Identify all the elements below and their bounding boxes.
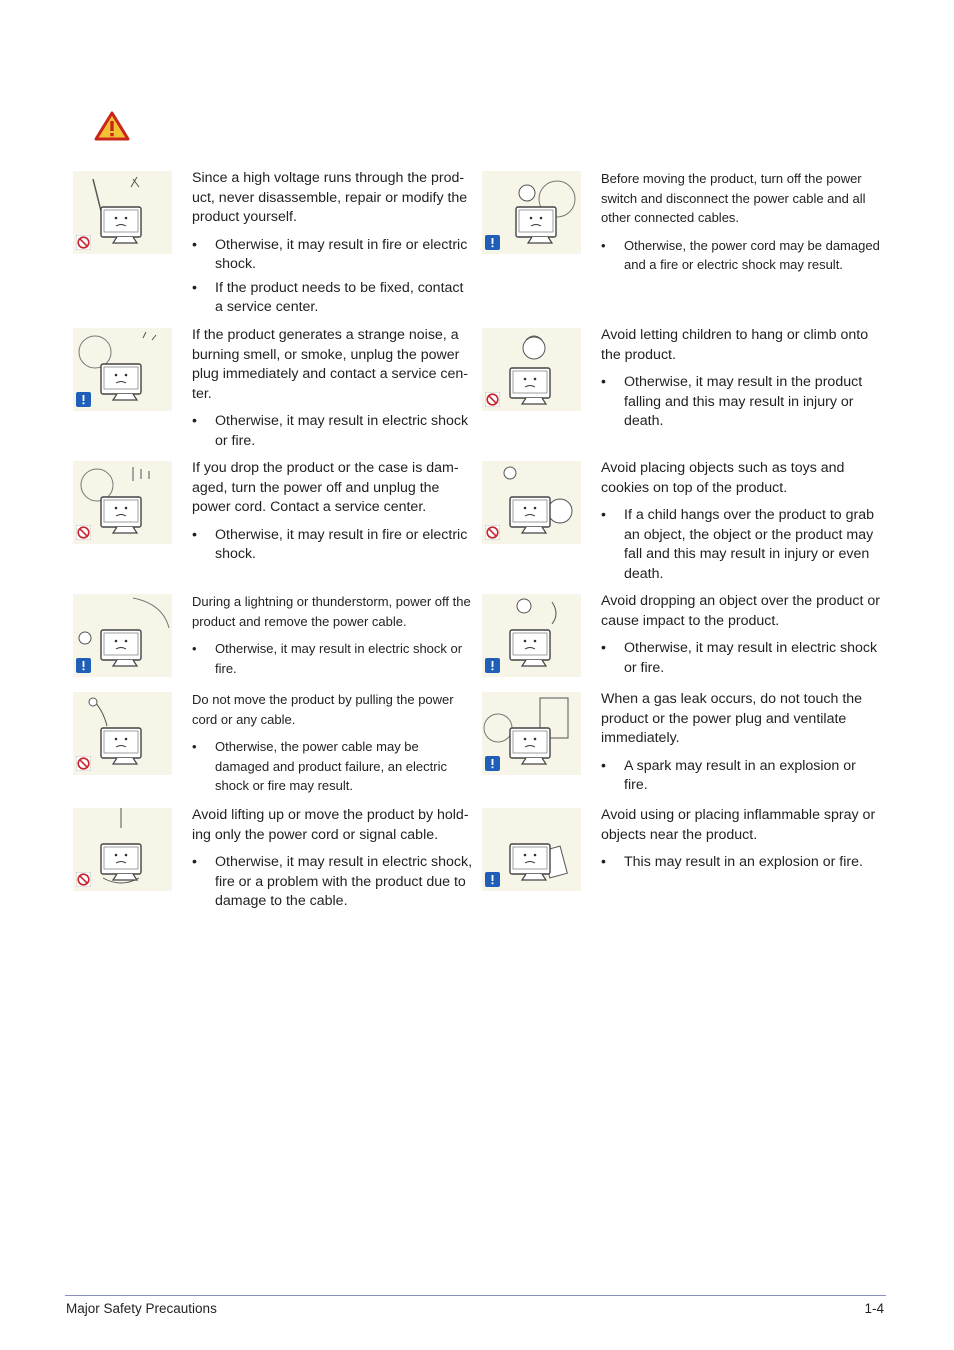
precaution-bullet: • Otherwise, the power cable may be damaged and product failure, an electric shock or fire may result. [192,737,474,796]
prohibit-icon [76,756,91,771]
precaution-illustration [73,594,172,677]
precaution-bullet-list [192,236,474,318]
precaution-bullet-list [601,757,883,796]
precaution-illustration [73,171,172,254]
precaution-illustration [73,808,172,891]
precaution-text: Avoid lifting up or move the product by hold-ing only the power cord or signal cable. [192,807,469,843]
precaution-bullet-list [192,526,474,565]
precaution-illustration [73,461,172,544]
precaution-bullet-list [192,639,474,678]
precaution-text: Do not move the product by pulling the power cord or any cable. [192,692,454,727]
precaution-bullet: • Otherwise, it may result in electric shock or fire. [601,639,883,678]
precaution-text: Avoid dropping an object over the product or cause impact to the product. [601,593,880,629]
precaution-bullet: • If the product needs to be fixed, contact a service center. [192,279,474,318]
precaution-bullet-list [601,506,883,584]
precaution-text: When a gas leak occurs, do not touch the product or the power plug and ventilate immediately. [601,691,863,746]
precaution-text: If you drop the product or the case is dam-aged, turn the power off and unplug the power cord. Contact a service center. [192,460,459,515]
mandatory-icon [485,756,500,771]
precaution-text: Since a high voltage runs through the prod-uct, never disassemble, repair or modify the product yourself. [192,170,468,225]
precaution-illustration [482,692,581,775]
precaution-bullet-list [192,412,474,451]
precaution-bullet: • Otherwise, the power cord may be damaged and a fire or electric shock may result. [601,236,883,275]
precaution-bullet: • Otherwise, it may result in electric shock, fire or a problem with the product due to damage to the cable. [192,853,474,912]
footer-divider [65,1295,886,1296]
precaution-text: If the product generates a strange noise, a burning smell, or smoke, unplug the power plug immediately and contact a service cen-ter. [192,327,469,402]
mandatory-icon [76,658,91,673]
footer-section-title: Major Safety Precautions [66,1301,217,1316]
precaution-text: Before moving the product, turn off the power switch and disconnect the power cable and all other connected cables. [601,171,866,225]
precaution-text: During a lightning or thunderstorm, power off the product and remove the power cable. [192,594,471,629]
footer-page-number: 1-4 [864,1301,884,1316]
precaution-bullet: • If a child hangs over the product to grab an object, the object or the product may fall and this may result in injury or even death. [601,506,883,584]
precaution-bullet: • Otherwise, it may result in electric shock or fire. [192,639,474,678]
precaution-bullet-list [192,737,474,796]
precaution-bullet: • Otherwise, it may result in electric shock or fire. [192,412,474,451]
precaution-bullet-list [601,853,883,873]
precaution-bullet: • Otherwise, it may result in fire or electric shock. [192,526,474,565]
precaution-bullet-list [192,853,474,912]
precaution-illustration [482,171,581,254]
prohibit-icon [485,525,500,540]
precaution-illustration [73,692,172,775]
mandatory-icon [485,658,500,673]
precaution-text: Avoid placing objects such as toys and cookies on top of the product. [601,460,845,496]
precaution-illustration [482,594,581,677]
precaution-illustration [482,328,581,411]
prohibit-icon [76,235,91,250]
mandatory-icon [485,235,500,250]
precaution-bullet-list [601,639,883,678]
prohibit-icon [485,392,500,407]
precaution-bullet-list [601,373,883,432]
precaution-illustration [482,808,581,891]
precaution-bullet-list [601,236,883,275]
precaution-bullet: • A spark may result in an explosion or fire. [601,757,883,796]
warning-triangle-icon [94,111,130,141]
precaution-text: Avoid letting children to hang or climb onto the product. [601,327,869,363]
mandatory-icon [485,872,500,887]
precaution-illustration [482,461,581,544]
prohibit-icon [76,872,91,887]
precaution-text: Avoid using or placing inflammable spray or objects near the product. [601,807,876,843]
precaution-illustration [73,328,172,411]
prohibit-icon [76,525,91,540]
precaution-bullet: • This may result in an explosion or fire. [601,853,883,873]
mandatory-icon [76,392,91,407]
precaution-bullet: • Otherwise, it may result in the product falling and this may result in injury or death. [601,373,883,432]
precaution-bullet: • Otherwise, it may result in fire or electric shock. [192,236,474,275]
